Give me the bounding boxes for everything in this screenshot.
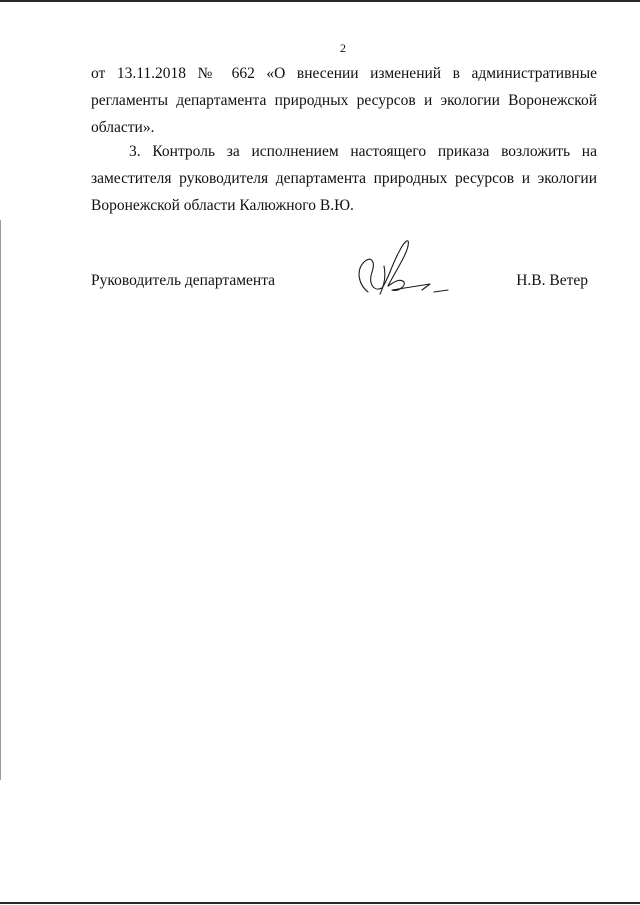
signatory-name: Н.В. Ветер — [516, 272, 588, 289]
paragraph-continuation: от 13.11.2018 № 662 «О внесении изменений в административные регламенты департамента природных ресурсов и экологии Воронежской области». — [91, 65, 597, 136]
scan-edge-left — [0, 220, 1, 780]
scan-edge-top — [0, 0, 640, 2]
handwritten-signature-icon — [348, 232, 452, 302]
paragraph-item-3: 3. Контроль за исполнением настоящего приказа возложить на заместителя руководителя департамента природных ресурсов и экологии Воронежской области Калюжного В.Ю. — [91, 143, 597, 214]
signatory-position: Руководитель департамента — [91, 272, 276, 289]
scan-edge-bottom — [0, 902, 640, 904]
page-number: 2 — [340, 41, 346, 55]
